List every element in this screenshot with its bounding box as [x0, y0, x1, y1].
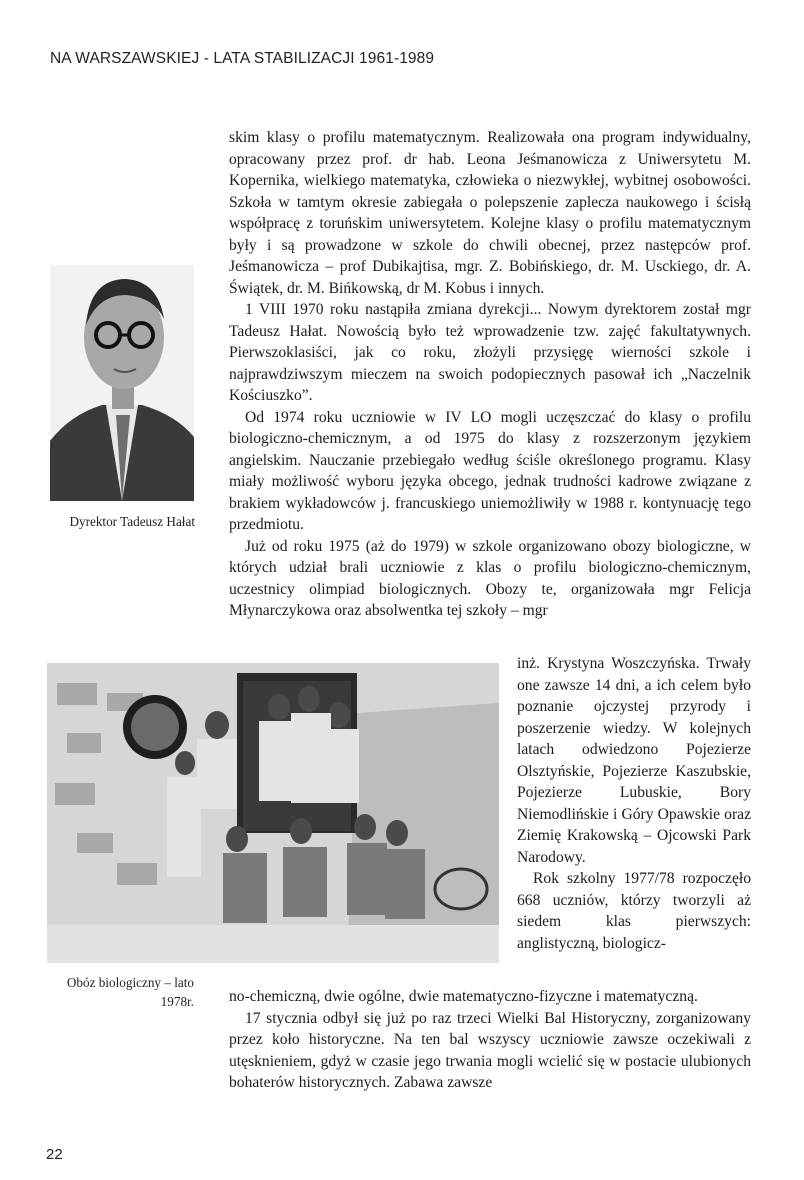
portrait-photo	[50, 265, 194, 501]
body-text-top	[229, 127, 751, 622]
portrait-illustration	[50, 265, 194, 501]
paragraph: inż. Krystyna Woszczyńska. Trwały one zawsze 14 dni, a ich celem było poznanie ojczystej przyrody i poszerzenie wiedzy. W kolejnych latach odwiedzono Pojezierze Olsztyńskie, Pojezierze Kaszubskie, Pojezierze Lubuskie, Bory Niemodlińskie i Góry Opawskie oraz Ziemię Krakowską – Ojcowski Park Narodowy.	[517, 655, 751, 866]
body-text-right	[517, 653, 751, 954]
camp-photo	[47, 663, 499, 963]
body-text-bottom	[229, 986, 751, 1094]
paragraph: no-chemiczną, dwie ogólne, dwie matematyczno-fizyczne i matematyczną.	[229, 988, 698, 1005]
paragraph: Rok szkolny 1977/78 rozpoczęło 668 uczniów, którzy tworzyli aż siedem klas pierwszych: anglistyczną, biologicz-	[517, 870, 751, 952]
paragraph: 1 VIII 1970 roku nastąpiła zmiana dyrekcji... Nowym dyrektorem został mgr Tadeusz Hałat. Nowością było też wprowadzenie tzw. zajęć fakultatywnych. Pierwszoklasiści, jak co roku, złożyli przysięgę wierności szkole i najprawdziwszym mieczem na swoich podopiecznych pasował ich „Naczelnik Kościuszko”.	[229, 301, 751, 404]
paragraph: 17 stycznia odbył się już po raz trzeci Wielki Bal Historyczny, zorganizowany przez koło historyczne. Na ten bal wszyscy uczniowie zawsze oczekiwali z utęsknieniem, gdyż w czasie jego trwania mogli wcielić się w postacie ulubionych bohaterów historycznych. Zabawa zawsze	[229, 1009, 751, 1091]
camp-caption: Obóz biologiczny – lato 1978r.	[66, 975, 194, 1009]
paragraph: Od 1974 roku uczniowie w IV LO mogli uczęszczać do klasy o profilu biologiczno-chemicznym, a od 1975 do klasy z rozszerzonym językiem angielskim. Nauczanie przebiegało według ściśle określonego programu. Klasy miały możliwość wyboru języka obcego, jednak trudności kadrowe związane z brakiem wykładowców j. francuskiego uniemożliwiły w 1988 r. kontynuację tego przedmiotu.	[229, 408, 751, 533]
camp-illustration	[47, 663, 499, 963]
page-number: 22	[46, 1146, 63, 1163]
portrait-caption: Dyrektor Tadeusz Hałat	[69, 514, 195, 529]
paragraph: Już od roku 1975 (aż do 1979) w szkole organizowano obozy biologiczne, w których udział brali uczniowie z klas o profilu biologiczno-chemicznym, uczestnicy olimpiad biologicznych. Obozy te, organizowała mgr Felicja Młynarczykowa oraz absolwentka tej szkoły – mgr	[229, 537, 751, 619]
paragraph: skim klasy o profilu matematycznym. Realizowała ona program indywidualny, opracowany przez prof. dr hab. Leona Jeśmanowicza z Uniwersytetu M. Kopernika, wielkiego matematyka, człowieka o niezwykłej, wybitnej osobowości. Szkoła w tamtym okresie zabiegała o polepszenie zaplecza naukowego i ścisłą współpracę z toruńskim uniwersytetem. Kolejne klasy o profilu matematycznym były i są prowadzone w szkole do chwili obecnej, przez następców prof. Jeśmanowicza – prof Dubikajtisa, mgr. Z. Bobińskiego, dr. M. Usckiego, dr. A. Świątek, dr. M. Bińkowską, dr M. Kobus i innych.	[229, 129, 751, 297]
running-head: NA WARSZAWSKIEJ - LATA STABILIZACJI 1961-1989	[50, 50, 435, 67]
